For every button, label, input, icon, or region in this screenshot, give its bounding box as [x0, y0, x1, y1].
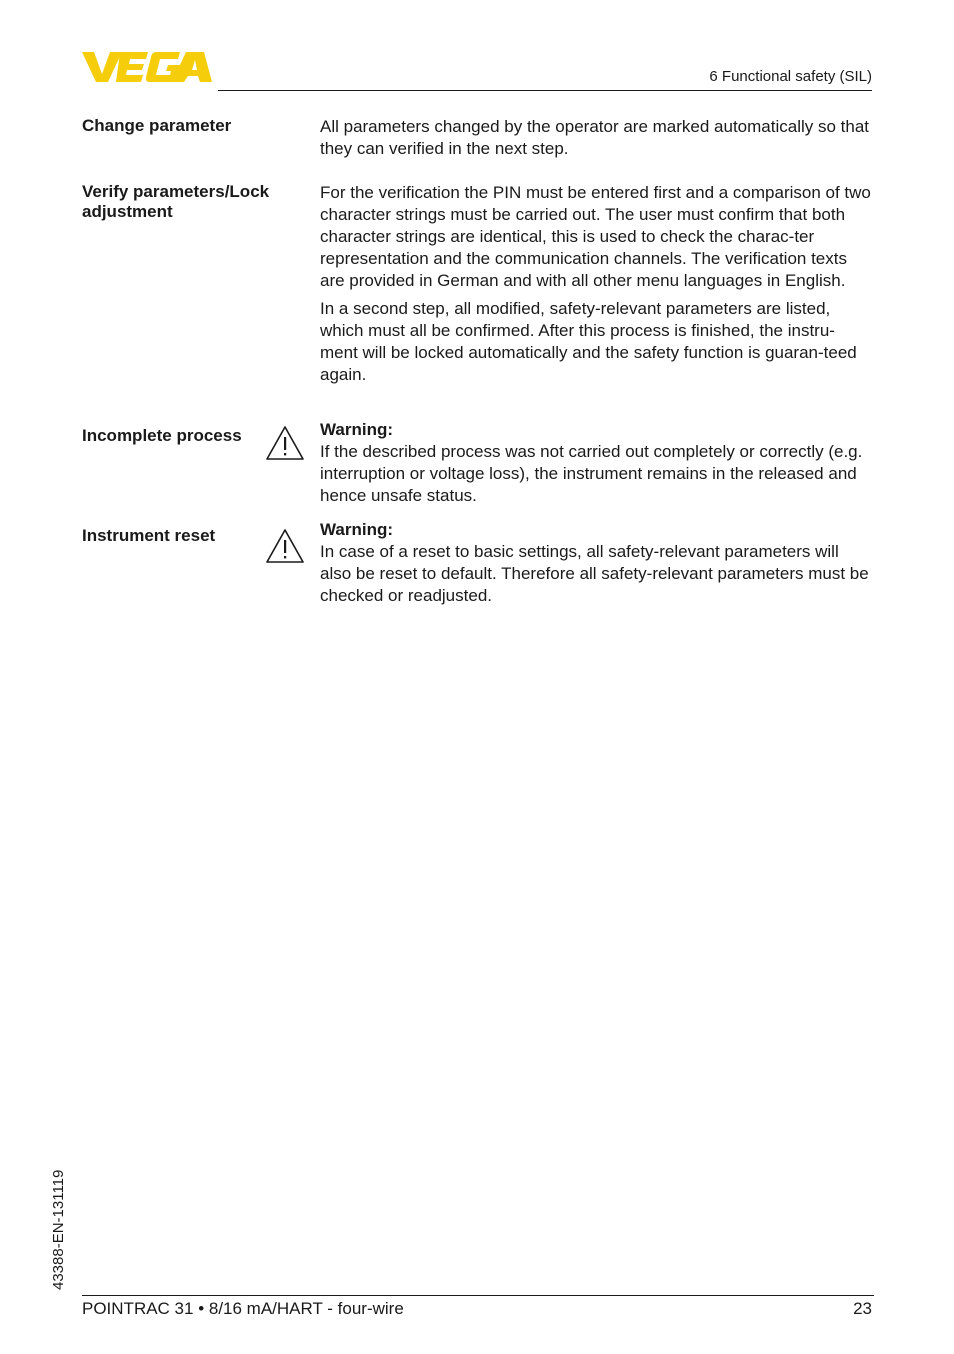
header-rule	[218, 90, 872, 91]
entry-label: Incomplete process	[82, 426, 242, 445]
entry-label: Instrument reset	[82, 526, 216, 545]
warning-title: Warning:	[320, 420, 394, 439]
entry-body	[320, 519, 872, 613]
warning-triangle-icon	[265, 528, 305, 564]
document-id: 43388-EN-131119	[50, 1169, 67, 1290]
entry-body	[320, 116, 872, 166]
entry-paragraph: In a second step, all modified, safety-relevant parameters are listed, which must all be confirmed. After this process is finished, the instru-ment will be locked automatically and the safety function is guaran-teed again.	[320, 299, 857, 384]
entry-body	[320, 419, 872, 513]
entry-paragraph: In case of a reset to basic settings, all safety-relevant parameters will also be reset to default. Therefore all safety-relevant parameters must be checked or readjusted.	[320, 542, 869, 605]
entry-paragraph: For the verification the PIN must be entered first and a comparison of two character strings must be carried out. The user must confirm that both character strings are identical, this is used to check the charac-ter representation and the communication channels. The verification texts are provided in German and with all other menu languages in English.	[320, 183, 871, 290]
entry-label: Verify parameters/Lock adjustment	[82, 182, 270, 221]
entry-paragraph: All parameters changed by the operator are marked automatically so that they can verified in the next step.	[320, 117, 870, 158]
section-title: 6 Functional safety (SIL)	[709, 68, 872, 85]
footer-rule	[82, 1295, 874, 1296]
entry-body	[320, 182, 872, 392]
footer-product: POINTRAC 31 • 8/16 mA/HART - four-wire	[82, 1299, 404, 1318]
vega-logo	[82, 50, 212, 84]
warning-triangle-icon	[265, 425, 305, 461]
page-number: 23	[853, 1299, 872, 1318]
entry-label: Change parameter	[82, 116, 232, 135]
warning-title: Warning:	[320, 520, 394, 539]
entry-paragraph: If the described process was not carried out completely or correctly (e.g. interruption or voltage loss), the instrument remains in the released and hence unsafe status.	[320, 442, 863, 505]
